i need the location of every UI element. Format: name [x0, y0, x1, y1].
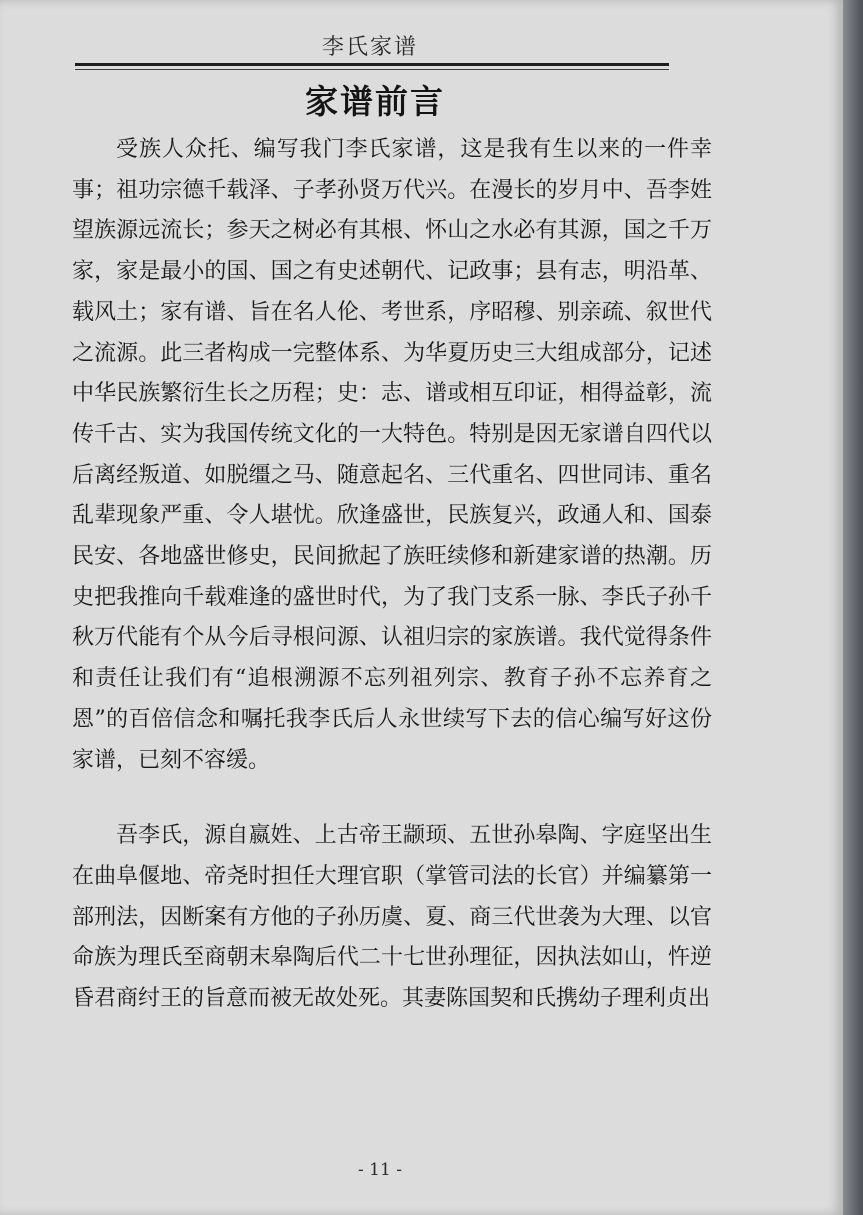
page-title: 家谱前言	[305, 82, 445, 121]
paragraph-1: 受族人众托、编写我门李氏家谱，这是我有生以来的一件幸事；祖功宗德千载泽、子孝孙贤万代兴。在漫长的岁月中、吾李姓望族源远流长；参天之树必有其根、怀山之水必有其源，国之千万家，家是最小的国、国之有史述朝代、记政事；县有志，明沿革、载风土；家有谱、旨在名人伦、考世系，序昭穆、别亲疏、叙世代之流源。此三者构成一完整体系、为华夏历史三大组成部分，记述中华民族繁衍生长之历程；史：志、谱或相互印证，相得益彰，流传千古、实为我国传统文化的一大特色。特别是因无家谱自四代以后离经叛道、如脱缰之马、随意起名、三代重名、四世同讳、重名乱辈现象严重、令人堪忧。欣逢盛世，民族复兴，政通人和、国泰民安、各地盛世修史，民间掀起了族旺续修和新建家谱的热潮。历史把我推向千载难逢的盛世时代，为了我门支系一脉、李氏子孙千秋万代能有个从今后寻根问源、认祖归宗的家族谱。我代觉得条件和责任让我们有“追根溯源不忘列祖列宗、教育子孙不忘养育之恩”的百倍信念和嘱托我李氏后人永世续写下去的信心编写好这份家谱，已刻不容缓。	[72, 137, 712, 773]
book-edge	[843, 0, 863, 1215]
paragraph-2: 吾李氏，源自嬴姓、上古帝王颛顼、五世孙皋陶、字庭坚出生在曲阜偃地、帝尧时担任大理官职（掌管司法的长官）并编纂第一部刑法，因断案有方他的子孙历虞、夏、商三代世袭为大理、以官命族为理氏至商朝末皋陶后代二十七世孙理征，因执法如山，忤逆昏君商纣王的旨意而被无故处死。其妻陈国契和氏携幼子理利贞出	[72, 823, 712, 1012]
running-header: 李氏家谱	[321, 35, 418, 60]
page-number: - 11 -	[358, 1160, 402, 1180]
body-text	[72, 130, 712, 1020]
header-rule-thick	[75, 63, 669, 66]
header-rule-thin	[75, 69, 669, 70]
